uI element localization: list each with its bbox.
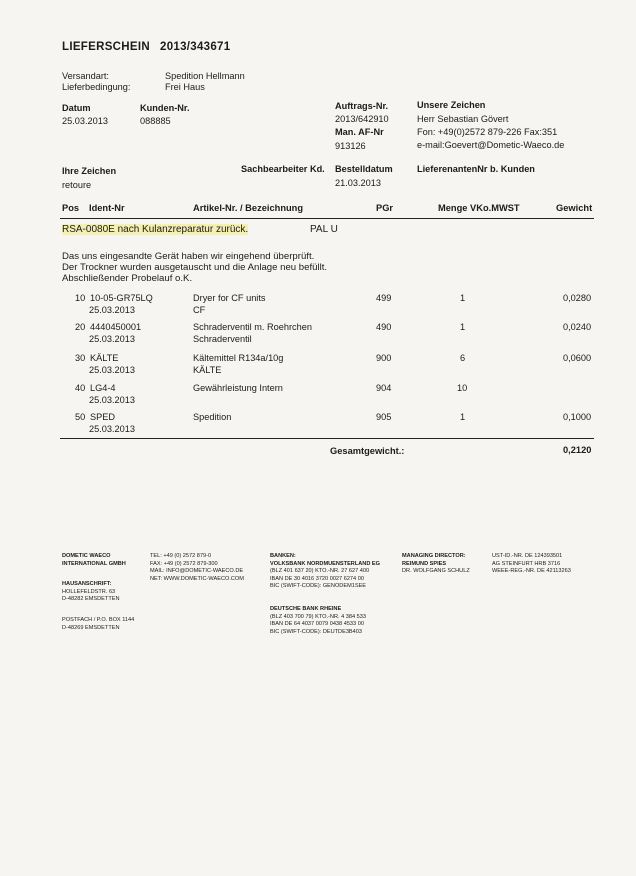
footer-managing	[402, 553, 470, 576]
row-pos: 40	[75, 383, 86, 393]
row-menge: 1	[460, 293, 466, 303]
bank2-name: DEUTSCHE BANK RHEINE	[270, 606, 342, 612]
row-gewicht: 0,1000	[563, 412, 592, 422]
footer-fax: FAX: +49 (0) 2572 879-300	[150, 560, 218, 567]
managing-name-1: REIMUND SPIES	[402, 560, 447, 567]
row-menge: 6	[460, 353, 466, 363]
bank2-line-3: BIC (SWIFT-CODE): DEUTDE3B403	[270, 628, 362, 635]
row-desc-1: Gewährleistung Intern	[193, 383, 283, 393]
row-pgr: 490	[376, 322, 392, 332]
document-type: LIEFERSCHEIN	[62, 41, 150, 53]
auftrags-nr-label: Auftrags-Nr.	[335, 101, 389, 111]
versandart-value: Spedition Hellmann	[165, 71, 245, 81]
footer-registration	[492, 553, 571, 576]
row-desc-1: Kältemittel R134a/10g	[193, 353, 284, 363]
row-desc-1: Spedition	[193, 412, 232, 422]
row-pos: 30	[75, 353, 86, 363]
reference-pal: PAL U	[310, 224, 338, 235]
lieferanten-nr-label: LieferenantenNr b. Kunden	[417, 164, 535, 174]
address-label: HAUSANSCHRIFT:	[62, 581, 112, 587]
bank1-line-2: IBAN DE 30 4016 3720 0027 6274 00	[270, 575, 364, 582]
row-ident: LG4-4	[90, 383, 116, 393]
address-line-1: HOLLEFELDSTR. 63	[62, 588, 116, 595]
reg-line-3: WEEE-REG.-NR. DE 42113263	[492, 568, 571, 575]
kunden-nr-value: 088885	[140, 116, 171, 126]
auftrags-nr-value: 2013/642910	[335, 114, 389, 124]
footer-address	[62, 581, 120, 604]
contact-phone: Fon: +49(0)2572 879-226 Fax:351	[417, 127, 558, 137]
footer-net: NET: WWW.DOMETIC-WAECO.COM	[150, 575, 244, 582]
row-gewicht: 0,0600	[563, 353, 592, 363]
man-af-nr-label: Man. AF-Nr	[335, 127, 384, 137]
footer-company	[62, 553, 126, 568]
bank2-line-2: IBAN DE 64 4037 0079 0438 4533 00	[270, 621, 364, 628]
row-date: 25.03.2013	[89, 424, 135, 434]
row-menge: 1	[460, 412, 466, 422]
lieferbedingung-label: Lieferbedingung:	[62, 82, 131, 92]
row-ident: KÄLTE	[90, 353, 119, 363]
row-ident: 10-05-GR75LQ	[90, 293, 153, 303]
col-pos-header: Pos	[62, 203, 80, 213]
ihre-zeichen-label: Ihre Zeichen	[62, 166, 117, 176]
table-footer-rule	[60, 438, 594, 439]
lieferbedingung-value: Frei Haus	[165, 82, 205, 92]
col-menge-header: Menge VKo.MWST	[438, 203, 520, 213]
row-gewicht: 0,0280	[563, 293, 592, 303]
sachbearbeiter-label: Sachbearbeiter Kd.	[241, 164, 325, 174]
bestelldatum-value: 21.03.2013	[335, 178, 381, 188]
reg-line-1: UST-ID.-NR. DE 124393501	[492, 553, 563, 559]
footer-contact	[150, 553, 244, 583]
kunden-nr-label: Kunden-Nr.	[140, 103, 190, 113]
row-menge: 10	[457, 383, 468, 393]
row-desc-2: CF	[193, 305, 206, 315]
postfach-line-2: D-48269 EMSDETTEN	[62, 624, 120, 631]
note-line-2: Der Trockner wurden ausgetauscht und die Anlage neu befüllt.	[62, 262, 328, 273]
col-pgr-header: PGr	[376, 203, 394, 213]
row-pgr: 904	[376, 383, 392, 393]
row-desc-2: Schraderventil	[193, 334, 252, 344]
note-line-1: Das uns eingesandte Gerät haben wir eingehend überprüft.	[62, 251, 315, 262]
contact-email: e-mail:Goevert@Dometic-Waeco.de	[417, 140, 565, 150]
footer-mail: MAIL: INFO@DOMETIC-WAECO.DE	[150, 568, 244, 575]
contact-name: Herr Sebastian Gövert	[417, 114, 509, 124]
row-pgr: 905	[376, 412, 392, 422]
row-date: 25.03.2013	[89, 305, 135, 315]
footer-bank2	[270, 606, 366, 636]
row-desc-1: Schraderventil m. Roehrchen	[193, 322, 312, 332]
reference-line	[62, 224, 248, 235]
company-line-1: DOMETIC WAECO	[62, 553, 111, 559]
row-pos: 10	[75, 293, 86, 303]
reference-text: RSA-0080E nach Kulanzreparatur zurück.	[62, 224, 249, 235]
reg-line-2: AG STEINFURT HRB 3716	[492, 560, 561, 567]
row-desc-2: KÄLTE	[193, 365, 222, 375]
footer-tel: TEL: +49 (0) 2572 879-0	[150, 553, 212, 559]
table-header-rule	[60, 218, 594, 219]
banks-label: BANKEN:	[270, 553, 296, 559]
postfach-line-1: POSTFACH / P.O. BOX 1144	[62, 617, 135, 623]
bank1-line-1: (BLZ 401 637 20) KTO.-NR. 27 627 400	[270, 568, 370, 575]
datum-value: 25.03.2013	[62, 116, 108, 126]
row-pos: 50	[75, 412, 86, 422]
bank1-line-3: BIC (SWIFT-CODE): GENODEM1SEE	[270, 583, 367, 590]
row-date: 25.03.2013	[89, 334, 135, 344]
row-menge: 1	[460, 322, 466, 332]
col-ident-header: Ident-Nr	[89, 203, 125, 213]
row-date: 25.03.2013	[89, 365, 135, 375]
row-ident: SPED	[90, 412, 116, 422]
bank2-line-1: (BLZ 403 700 79) KTO.-NR. 4 384 533	[270, 613, 366, 620]
footer-banks	[270, 553, 380, 591]
address-line-2: D-48282 EMSDETTEN	[62, 596, 120, 603]
versandart-label: Versandart:	[62, 71, 109, 81]
row-pos: 20	[75, 322, 86, 332]
unsere-zeichen-label: Unsere Zeichen	[417, 100, 486, 110]
company-line-2: INTERNATIONAL GMBH	[62, 560, 126, 567]
col-gewicht-header: Gewicht	[556, 203, 593, 213]
bank1-name: VOLKSBANK NORDMUENSTERLAND EG	[270, 560, 381, 567]
row-date: 25.03.2013	[89, 395, 135, 405]
col-artikel-header: Artikel-Nr. / Bezeichnung	[193, 203, 304, 213]
bestelldatum-label: Bestelldatum	[335, 164, 393, 174]
row-desc-1: Dryer for CF units	[193, 293, 266, 303]
footer-postfach	[62, 617, 134, 632]
note-line-3: Abschließender Probelauf o.K.	[62, 273, 193, 284]
managing-name-2: DR. WOLFGANG SCHULZ	[402, 568, 470, 575]
row-ident: 4440450001	[90, 322, 142, 332]
row-pgr: 900	[376, 353, 392, 363]
man-af-nr-value: 913126	[335, 141, 366, 151]
total-weight-value: 0,2120	[563, 445, 592, 455]
document-number: 2013/343671	[160, 41, 231, 53]
total-weight-label: Gesamtgewicht.:	[330, 446, 405, 456]
ihre-zeichen-value: retoure	[62, 180, 92, 190]
managing-label: MANAGING DIRECTOR:	[402, 553, 466, 559]
datum-label: Datum	[62, 103, 91, 113]
row-pgr: 499	[376, 293, 392, 303]
row-gewicht: 0,0240	[563, 322, 592, 332]
